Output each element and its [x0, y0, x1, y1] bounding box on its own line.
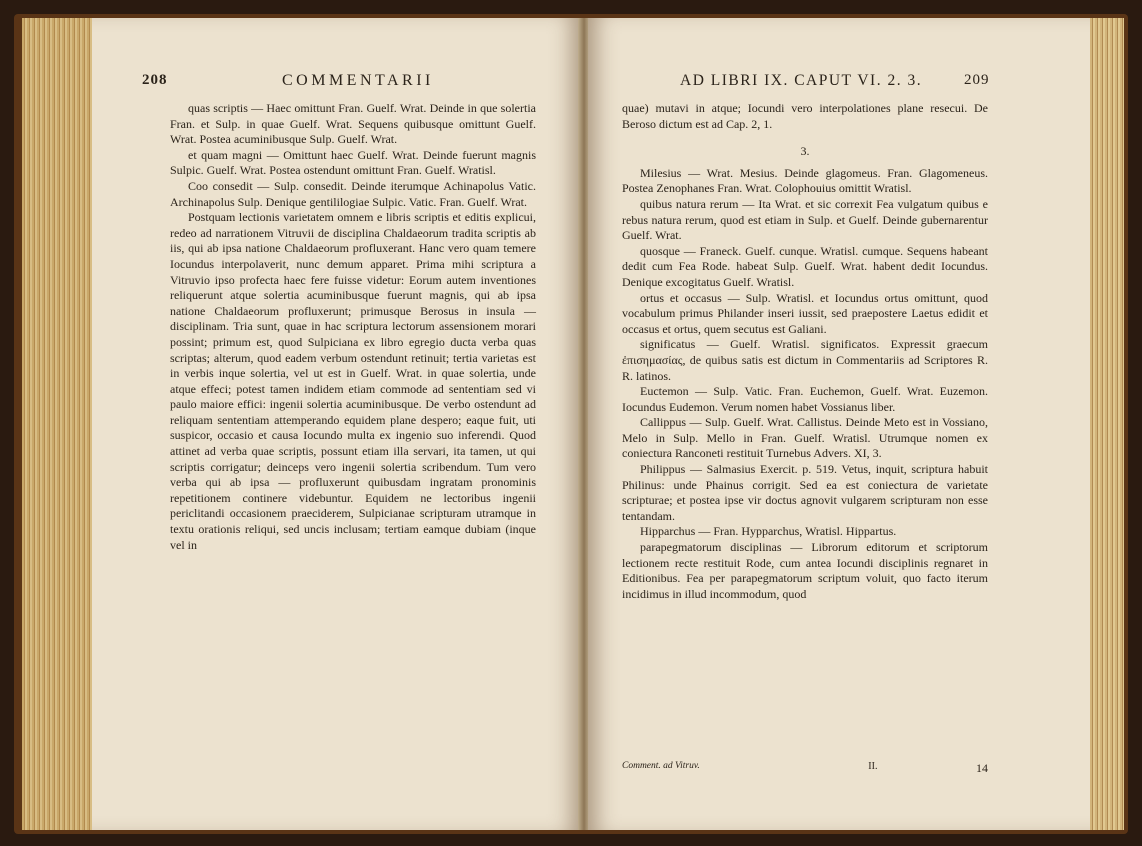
left-running-head: COMMENTARII — [282, 72, 434, 89]
catchword: 14 — [975, 761, 988, 775]
right-page-number: 209 — [964, 72, 990, 88]
right-page — [588, 18, 1090, 830]
right-paragraph: quibus natura rerum — Ita Wrat. et sic correxit Fea vulgatum quibus e rebus natura rerum, quod est etiam in Sulp. et Guelf. Deinde gubernarentur Guelf. Wrat. — [622, 196, 988, 243]
right-page-text — [622, 101, 988, 602]
left-paragraph: Postquam lectionis varietatem omnem e libris scriptis et editis explicui, redeo ad narrationem Vitruvii de disciplina Chaldaeorum tradita scriptis ab iis, qui ab ipsa natione Chaldaeorum profluxerant. Hanc vero quam temere Iocundus interpolaverit, nunc demum apparet. Prima mihi scriptura a Vitruvio ipso profecta haec fere fuisse videtur: Eorum autem inventiones reliquerunt atque solertia acuminibusque fuerunt magnis, qui ab ipsa natione Chaldaeorum profluxerunt; primusque Berosus in insula — disciplinam. Tria sunt, quae in hac scriptura lectorum assensionem morari possint; primum est, quod Sulpiciana ex libro egregio ducta verba quas scriptas; alterum, quod eadem verbum ostendunt retinuit; tertia varietas est in verbis inque solertia, vel ut est in Guelf. Wrat. in quae solertia, unde atque effeci; potest tamen indidem etiam commode ad sententiam sed vi paulo maiore effici: ingenii solertia acuminibusque. De verbo ostendunt ad reliquam sententiam attemperando equidem plane despero; eaque fuit, uti suspicor, occasio et causa Iocundo multa ex ingenio suo inferendi. Quod attinet ad verba quae scriptis, possunt etiam illa servari, ita tamen, ut qui scriptis corrigatur; deinceps vero ingenii solertia scribendum. Tum vero verba qui ab ipsa — profluxerunt quibusdam ingratam pronominis repetitionem continere videbuntur. Equidem ne lectoribus ingenii periclitandi occasionem praeciderem, Sulpicianae scripturam utramque in textu orationis reliqui, sed uncis inclusam; tertiam eamque dubiam (inque vel in — [170, 210, 536, 552]
left-page-text — [170, 101, 536, 553]
page-footer — [622, 761, 988, 776]
right-paragraph: ortus et occasus — Sulp. Wratisl. et Iocundus ortus omittunt, quod vocabulum primus Philander inseri iussit, sed praepostere Laetus edidit et occasus et ortus, quem secutus est Galiani. — [622, 290, 988, 336]
right-paragraph: significatus — Guelf. Wratisl. significatos. Expressit graecum ἐπισημασίας, de quibus satis est dictum in Commentariis ad Scriptores R. R. latinos. — [622, 337, 988, 383]
right-running-head: AD LIBRI IX. CAPUT VI. 2. 3. — [680, 72, 923, 89]
left-page-number: 208 — [142, 72, 168, 88]
left-paragraph: quas scriptis — Haec omittunt Fran. Guelf. Wrat. Deinde in que solertia Fran. et Sulp. in quae Guelf. Wrat. Sequens quibusque omittunt Guelf. Wrat. Postea acuminibusque Sulp. Guelf. Wrat. — [170, 101, 536, 147]
section-number: 3. — [800, 144, 810, 159]
right-paragraph: Hipparchus — Fran. Hypparchus, Wratisl. Hippartus. — [640, 524, 897, 539]
right-paragraph: Euctemon — Sulp. Vatic. Fran. Euchemon, Guelf. Wrat. Euzemon. Iocundus Eudemon. Verum nomen habet Vossianus liber. — [622, 384, 988, 414]
left-paragraph: et quam magni — Omittunt haec Guelf. Wrat. Deinde fuerunt magnis Sulpic. Guelf. Wrat. Postea ostendunt omittunt Fran. Guelf. Wratisl. — [170, 147, 536, 178]
right-paragraph: quosque — Franeck. Guelf. cunque. Wratisl. cumque. Sequens habeant dedit cum Fea Rode. habeat Sulp. Guelf. Wrat. habent dedit Iocundus. Denique excogitatus Guelf. Wratisl. — [622, 243, 988, 289]
right-paragraph: Milesius — Wrat. Mesius. Deinde glagomeus. Fran. Glagomeneus. Postea Zenophanes Fran. Wrat. Colophouius omittit Wratisl. — [622, 165, 988, 196]
right-paragraph: quae) mutavi in atque; Iocundi vero interpolationes plane resecui. De Beroso dictum est ad Cap. 2, 1. — [622, 101, 988, 131]
left-page — [92, 18, 580, 830]
right-page-edges — [1090, 18, 1124, 830]
right-paragraph: parapegmatorum disciplinas — Librorum editorum et scriptorum lectionem recte restituit Rode, cum antea Iocundi disciplinis regnaret in Editionibus. Fea per parapegmatorum scriptum voluit, quo facto iterum incidimus in illud incommodum, quod — [622, 540, 988, 601]
signature-line: Comment. ad Vitruv. — [622, 761, 700, 771]
left-page-edges — [22, 18, 92, 830]
left-paragraph: Coo consedit — Sulp. consedit. Deinde iterumque Achinapolus Vatic. Archinapolus Sulp. Denique gentililogiae Sulpic. Vatic. Fran. Guelf. Wrat. — [170, 178, 536, 209]
sheet-mark: II. — [868, 761, 878, 772]
right-paragraph: Callippus — Sulp. Guelf. Wrat. Callistus. Deinde Meto est in Vossiano, Melo in Sulp. Mello in Fran. Guelf. Wratisl. Utrumque nomen ex coniectura Ranconeti restituit Turnebus Advers. XI, 3. — [622, 415, 988, 461]
right-paragraph: Philippus — Salmasius Exercit. p. 519. Vetus, inquit, scriptura habuit Philinus: unde Phainus corrigit. Sed ea est coniectura de varietate scripturae; et postea ipse vir doctus agnovit vulgarem scripturam non esse tentandam. — [622, 462, 988, 523]
